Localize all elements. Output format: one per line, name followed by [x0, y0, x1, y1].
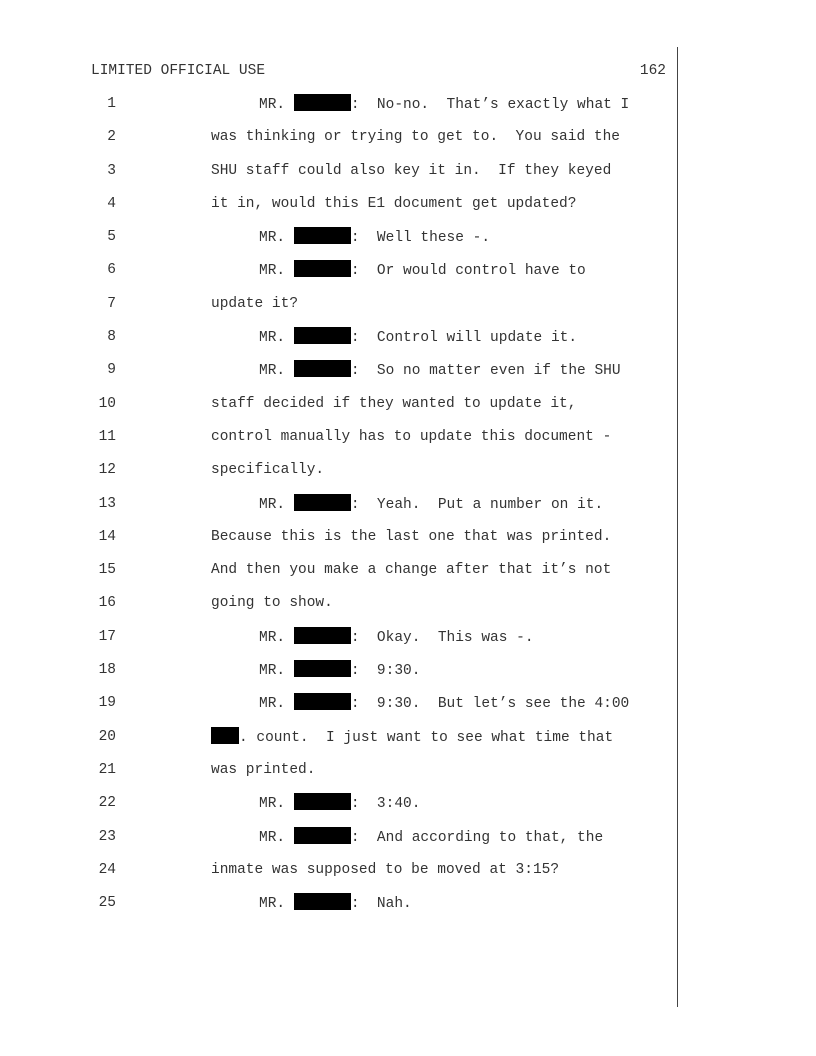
- line-text: [211, 527, 611, 547]
- classification-header: LIMITED OFFICIAL USE: [91, 63, 266, 79]
- line-text-start: MR.: [259, 330, 294, 347]
- line-number: 13: [98, 495, 116, 512]
- line-number: 12: [98, 462, 116, 479]
- redaction-block: [294, 227, 351, 244]
- line-text-end: : Nah.: [350, 896, 412, 913]
- line-text-start: MR.: [259, 829, 294, 846]
- line-text: [259, 893, 412, 914]
- transcript-line: [0, 426, 816, 459]
- line-text: [211, 161, 611, 181]
- redaction-block: [294, 827, 351, 844]
- line-text: [259, 227, 490, 248]
- line-text: [259, 660, 420, 681]
- line-text: [259, 627, 534, 648]
- redaction-block: [294, 327, 351, 344]
- transcript-line: [0, 892, 816, 925]
- line-text-start: MR.: [259, 796, 294, 813]
- line-number: 14: [98, 528, 116, 545]
- line-text: [259, 494, 603, 515]
- transcript-line: [0, 592, 816, 625]
- line-text: [211, 560, 611, 580]
- line-number: 10: [98, 395, 116, 412]
- line-text: [211, 127, 620, 147]
- line-number: 20: [98, 728, 116, 745]
- transcript-line: [0, 526, 816, 559]
- line-text-start: MR.: [259, 363, 294, 380]
- page-number: 162: [639, 63, 666, 79]
- line-number: 11: [98, 428, 116, 445]
- line-text: [211, 194, 576, 214]
- line-number: 2: [107, 129, 116, 146]
- line-text-end: . count. I just want to see what time that: [239, 729, 614, 746]
- redaction-block: [294, 660, 351, 677]
- line-number: 4: [107, 195, 116, 212]
- line-number: 25: [98, 895, 116, 912]
- line-text-start: SHU staff could also key it in. If they keyed: [211, 162, 612, 179]
- transcript-line: [0, 759, 816, 792]
- redaction-block: [294, 627, 351, 644]
- line-text-start: MR.: [259, 263, 294, 280]
- line-text-end: : 3:40.: [350, 796, 421, 813]
- line-text-start: it in, would this E1 document get updated?: [211, 195, 577, 212]
- transcript-line: [0, 259, 816, 292]
- transcript-line: [0, 193, 816, 226]
- line-number: 16: [98, 595, 116, 612]
- transcript-line: [0, 359, 816, 392]
- line-text: [259, 360, 621, 381]
- line-text-end: : Yeah. Put a number on it.: [350, 496, 604, 513]
- line-number: 22: [98, 795, 116, 812]
- line-number: 8: [107, 329, 116, 346]
- redaction-block: [294, 94, 351, 111]
- line-text-start: MR.: [259, 663, 294, 680]
- line-number: 23: [98, 828, 116, 845]
- redaction-block: [294, 693, 351, 710]
- line-text-start: was thinking or trying to get to. You said the: [211, 129, 620, 146]
- line-text-start: control manually has to update this document -: [211, 428, 612, 445]
- line-number: 17: [98, 628, 116, 645]
- line-text: [211, 593, 333, 613]
- line-text-start: MR.: [259, 896, 294, 913]
- line-number: 9: [107, 362, 116, 379]
- line-text-start: MR.: [259, 496, 294, 513]
- line-text-end: : Or would control have to: [350, 263, 586, 280]
- line-text-end: : And according to that, the: [350, 829, 604, 846]
- transcript-line: [0, 293, 816, 326]
- line-text: [211, 760, 315, 780]
- line-text-start: MR.: [259, 696, 294, 713]
- transcript-line: [0, 859, 816, 892]
- line-text: [259, 793, 420, 814]
- line-number: 21: [98, 761, 116, 778]
- transcript-line: [0, 160, 816, 193]
- line-text-end: : So no matter even if the SHU: [350, 363, 621, 380]
- transcript-line: [0, 659, 816, 692]
- line-number: 19: [98, 695, 116, 712]
- line-number: 3: [107, 162, 116, 179]
- redaction-block: [294, 360, 351, 377]
- transcript-line: [0, 692, 816, 725]
- line-text: [211, 860, 559, 880]
- transcript-line: [0, 326, 816, 359]
- transcript-body: [0, 93, 816, 925]
- line-number: 1: [107, 96, 116, 112]
- transcript-line: [0, 559, 816, 592]
- transcript-line: [0, 126, 816, 159]
- redaction-block: [294, 494, 351, 511]
- line-text: [211, 460, 324, 480]
- line-number: 7: [107, 295, 116, 312]
- redaction-block: [294, 893, 351, 910]
- line-text: [211, 294, 298, 314]
- line-text-start: MR.: [259, 97, 294, 113]
- redaction-block: [211, 727, 239, 744]
- transcript-line: [0, 726, 816, 759]
- line-number: 6: [107, 262, 116, 279]
- line-text-end: : Control will update it.: [350, 330, 578, 347]
- line-text-end: : Okay. This was -.: [350, 629, 534, 646]
- line-text: [211, 727, 613, 748]
- line-text-start: And then you make a change after that it’s not: [211, 562, 612, 579]
- line-number: 5: [107, 229, 116, 246]
- line-text-start: specifically.: [211, 462, 325, 479]
- transcript-line: [0, 93, 816, 126]
- line-text: [259, 693, 629, 714]
- line-text-end: : Well these -.: [350, 230, 491, 247]
- line-number: 15: [98, 562, 116, 579]
- line-number: 18: [98, 662, 116, 679]
- line-text-end: : 9:30. But let’s see the 4:00: [350, 696, 630, 713]
- line-text-start: inmate was supposed to be moved at 3:15?: [211, 861, 560, 878]
- transcript-line: [0, 826, 816, 859]
- transcript-line: [0, 626, 816, 659]
- transcript-line: [0, 393, 816, 426]
- line-text: [211, 394, 576, 414]
- line-text-start: was printed.: [211, 761, 316, 778]
- line-text-start: Because this is the last one that was printed.: [211, 528, 612, 545]
- line-text-start: staff decided if they wanted to update it,: [211, 395, 577, 412]
- line-text-start: MR.: [259, 629, 294, 646]
- redaction-block: [294, 260, 351, 277]
- transcript-line: [0, 226, 816, 259]
- line-text: [259, 260, 586, 281]
- line-text-end: : No-no. That’s exactly what I: [350, 97, 630, 113]
- line-number: 24: [98, 861, 116, 878]
- line-text: [259, 827, 603, 848]
- redaction-block: [294, 793, 351, 810]
- line-text-start: going to show.: [211, 595, 333, 612]
- line-text: [211, 427, 611, 447]
- line-text-end: : 9:30.: [350, 663, 421, 680]
- line-text: [259, 327, 577, 348]
- transcript-line: [0, 459, 816, 492]
- transcript-line: [0, 493, 816, 526]
- transcript-line: [0, 792, 816, 825]
- line-text-start: MR.: [259, 230, 294, 247]
- line-text-start: update it?: [211, 295, 299, 312]
- line-text: [259, 94, 629, 115]
